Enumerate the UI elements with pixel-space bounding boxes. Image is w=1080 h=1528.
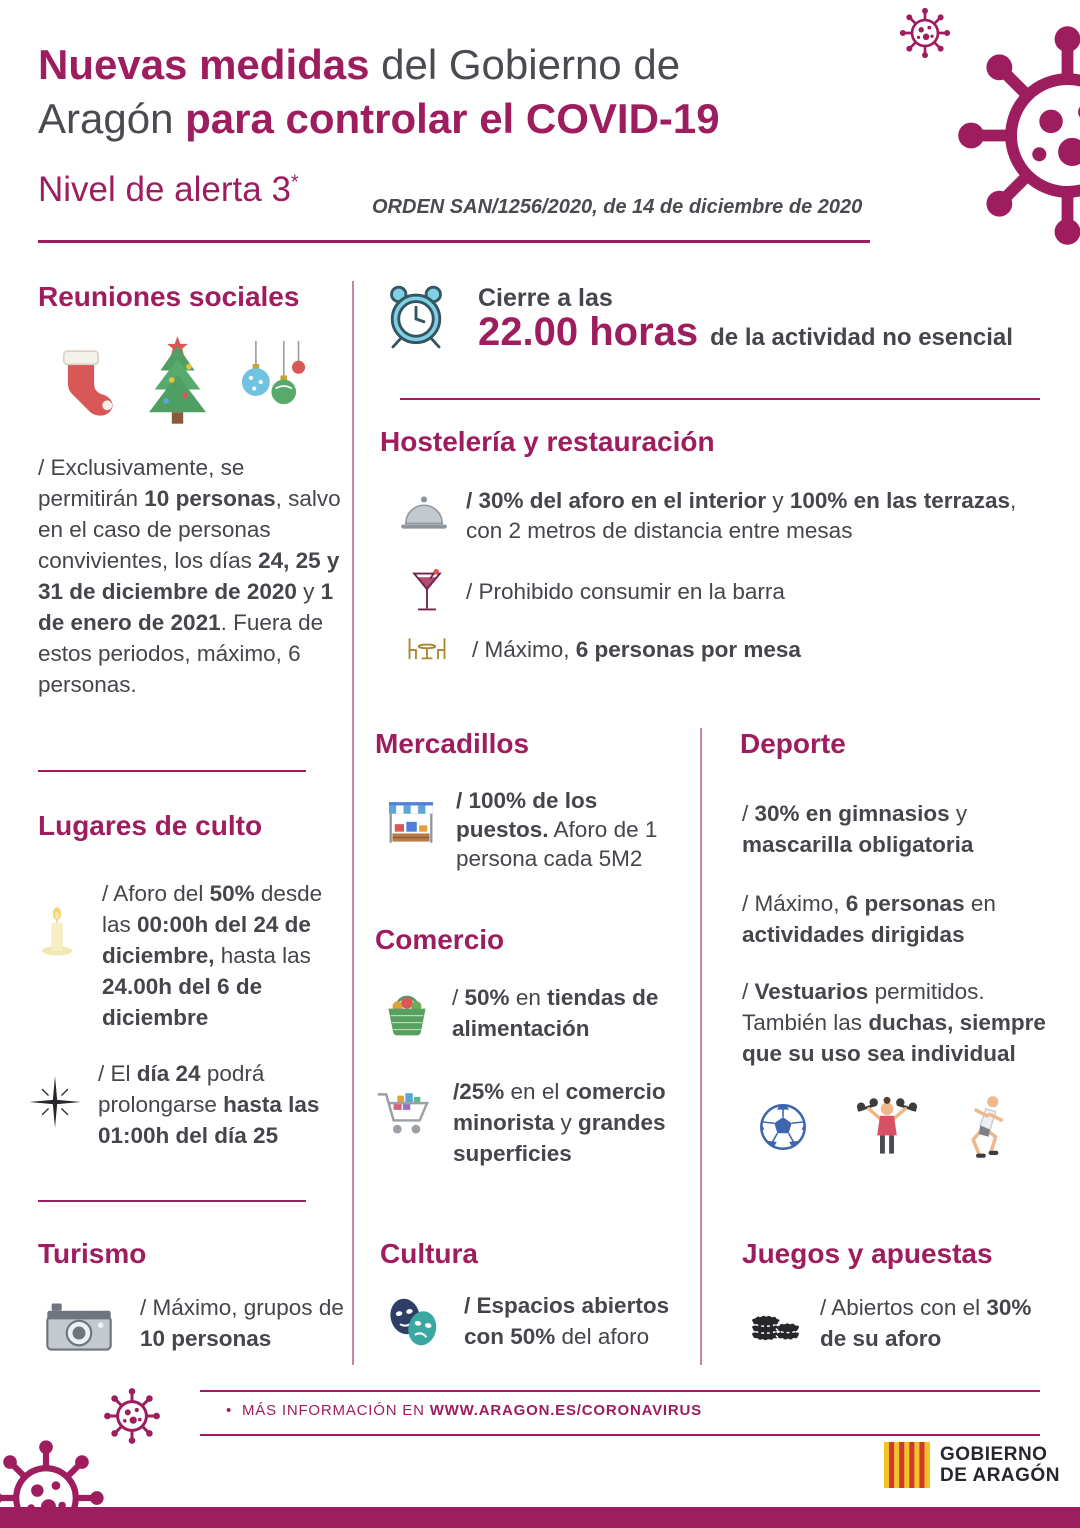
section-title-reuniones: Reuniones sociales: [38, 281, 300, 312]
section-title-juegos: Juegos y apuestas: [742, 1238, 993, 1269]
page-title-line1: Nuevas medidas del Gobierno de: [38, 41, 681, 88]
culto-item-text: / El día 24 podrá prolongarse hasta las 01:00h del día 25: [98, 1061, 320, 1148]
comercio-item: [378, 982, 688, 1044]
section-divider: [38, 770, 306, 772]
soccer-ball-icon: [752, 1096, 814, 1158]
hosteleria-item: [404, 560, 1049, 622]
closing-time-row: [478, 310, 1013, 355]
closing-suffix: de la actividad no esencial: [710, 324, 1013, 351]
deporte-item-text: / Máximo, 6 personas en actividades dirigidas: [742, 891, 996, 947]
page-title: [38, 38, 878, 146]
gobierno-aragon-logo: [884, 1442, 1060, 1488]
footer-info-link[interactable]: WWW.ARAGON.ES/CORONAVIRUS: [429, 1402, 702, 1419]
section-title-turismo: Turismo: [38, 1238, 147, 1269]
closing-time: 22.00 horas: [478, 310, 699, 354]
footer-divider: [200, 1434, 1040, 1436]
juegos-item: [746, 1292, 1051, 1354]
culto-item: [28, 878, 343, 1033]
culto-item: [28, 1058, 343, 1151]
cloche-icon: [398, 486, 450, 538]
deporte-item-text: / 30% en gimnasios y mascarilla obligatoria: [742, 801, 974, 857]
camera-icon: [34, 1292, 124, 1364]
section-title-culto: Lugares de culto: [38, 810, 263, 841]
turismo-text: / Máximo, grupos de 10 personas: [140, 1295, 344, 1351]
mercadillos-item: [382, 786, 687, 873]
shopping-cart-icon: [375, 1082, 437, 1144]
grocery-basket-icon: [378, 982, 436, 1040]
aragon-flag-icon: [884, 1442, 930, 1488]
section-divider: [38, 1200, 306, 1202]
virus-icon: [102, 1386, 162, 1446]
turismo-item: [34, 1292, 349, 1364]
column-divider: [700, 728, 702, 1365]
column-divider: [352, 281, 354, 1365]
section-divider: [400, 398, 1040, 400]
section-title-comercio: Comercio: [375, 924, 505, 955]
market-stall-icon: [382, 794, 440, 852]
comercio-item-text: / 50% en tiendas de alimentación: [452, 985, 659, 1041]
alert-level-footnote-star: *: [290, 171, 299, 194]
comercio-item: [375, 1076, 690, 1169]
poker-chips-icon: [746, 1292, 804, 1350]
theater-masks-icon: [378, 1290, 448, 1356]
sparkle-star-icon: [28, 1072, 82, 1132]
juegos-text: / Abiertos con el 30% de su aforo: [820, 1295, 1032, 1351]
cocktail-icon: [404, 560, 450, 622]
footer-info: [226, 1402, 702, 1419]
comercio-item-text: /25% en el comercio minorista y grandes superficies: [453, 1079, 666, 1166]
reuniones-text: / Exclusivamente, se permitirán 10 personas, salvo en el caso de personas convivientes, los días 24, 25 y 31 de diciembre de 2020 y 1 de enero de 2021. Fuera de estos periodos, máximo, 6 personas.: [38, 455, 341, 697]
hosteleria-item-text: / Máximo, 6 personas por mesa: [472, 637, 801, 662]
candle-icon: [28, 896, 86, 964]
bottom-bar: [0, 1507, 1080, 1528]
cultura-text: / Espacios abiertos con 50% del aforo: [464, 1293, 670, 1349]
page-title-line2: Aragón para controlar el COVID-19: [38, 95, 720, 142]
cultura-item: [378, 1290, 693, 1356]
hosteleria-item: [398, 628, 1043, 674]
hosteleria-item-text: / 30% del aforo en el interior y 100% en las terrazas, con 2 metros de distancia entre mesas: [466, 488, 1017, 543]
deporte-item-text: / Vestuarios permitidos. También las duchas, siempre que su uso sea individual: [742, 979, 1046, 1066]
footer-info-prefix: MÁS INFORMACIÓN EN: [242, 1402, 430, 1419]
header-divider: [38, 240, 870, 243]
table-chairs-icon: [398, 628, 456, 674]
alert-level: Nivel de alerta 3*: [38, 170, 299, 209]
stocking-icon: [40, 338, 122, 430]
section-title-deporte: Deporte: [740, 728, 846, 759]
section-title-hosteleria: Hostelería y restauración: [380, 426, 715, 457]
hosteleria-item-text: / Prohibido consumir en la barra: [466, 579, 785, 604]
order-reference: ORDEN SAN/1256/2020, de 14 de diciembre de 2020: [372, 196, 863, 218]
closing-label: Cierre a las: [478, 284, 613, 312]
footer-bullet: •: [226, 1402, 233, 1419]
runner-icon: [948, 1092, 1018, 1162]
section-title-mercadillos: Mercadillos: [375, 728, 530, 759]
hosteleria-item: [398, 486, 1043, 546]
footer-divider: [200, 1390, 1040, 1392]
weightlifter-icon: [852, 1092, 922, 1162]
mercadillos-text: / 100% de los puestos. Aforo de 1 persona cada 5M2: [456, 788, 658, 871]
logo-text: GOBIERNO DE ARAGÓN: [940, 1444, 1060, 1486]
virus-icon: [898, 6, 952, 60]
baubles-icon: [228, 336, 310, 428]
christmas-tree-icon: [130, 330, 225, 430]
culto-item-text: / Aforo del 50% desde las 00:00h del 24 de diciembre, hasta las 24.00h del 6 de diciembre: [102, 881, 323, 1030]
virus-icon: [950, 18, 1080, 253]
alarm-clock-icon: [380, 280, 452, 352]
section-title-cultura: Cultura: [380, 1238, 478, 1269]
